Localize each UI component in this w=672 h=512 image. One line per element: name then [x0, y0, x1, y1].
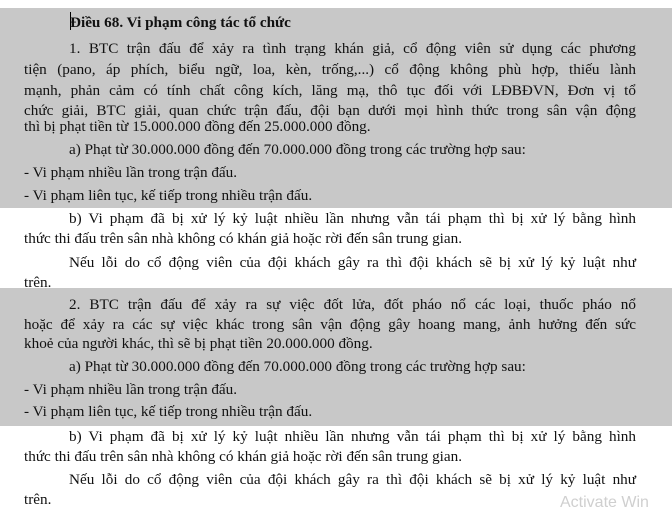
- paragraph-1-line: thì bị phạt tiền từ 15.000.000 đồng đến 25.000.000 đồng.: [24, 118, 371, 135]
- paragraph-1-line: mạnh, phản cảm có tính chất công kích, lăng mạ, thô tục đối với LĐBĐVN, Đơn vị tổ: [24, 82, 636, 99]
- paragraph-2-line: 2. BTC trận đấu để xảy ra sự việc đốt lửa, đốt pháo nổ các loại, thuốc pháo nổ: [69, 296, 636, 313]
- clause-1c-line: trên.: [24, 274, 52, 291]
- clause-2c-line: Nếu lỗi do cổ động viên của đội khách gây ra thì đội khách sẽ bị xử lý kỷ luật như: [69, 471, 636, 488]
- activation-watermark: Activate Win: [560, 494, 649, 511]
- paragraph-2-line: khoẻ của người khác, thì sẽ bị phạt tiền 20.000.000 đồng.: [24, 335, 373, 352]
- clause-1a-item: - Vi phạm nhiều lần trong trận đấu.: [24, 164, 238, 181]
- paragraph-1-line: 1. BTC trận đấu để xảy ra tình trạng khán giả, cổ động viên sử dụng các phương: [69, 40, 636, 57]
- clause-2b-line: b) Vi phạm đã bị xử lý kỷ luật nhiều lần nhưng vẫn tái phạm thì bị xử lý bằng hình: [69, 428, 636, 445]
- clause-1c-line: Nếu lỗi do cổ động viên của đội khách gây ra thì đội khách sẽ bị xử lý kỷ luật như: [69, 254, 636, 271]
- clause-1b-line: thức thi đấu trên sân nhà không có khán giả hoặc rời đến sân trung gian.: [24, 230, 463, 247]
- clause-1a: a) Phạt từ 30.000.000 đồng đến 70.000.000 đồng trong các trường hợp sau:: [69, 141, 526, 158]
- clause-2a-item: - Vi phạm nhiều lần trong trận đấu.: [24, 381, 238, 398]
- clause-2b-line: thức thi đấu trên sân nhà không có khán giả hoặc rời đến sân trung gian.: [24, 448, 463, 465]
- paragraph-1-line: chức giải, BTC giải, quan chức trận đấu, đội bạn dưới mọi hình thức trong sân vận động: [24, 102, 636, 119]
- clause-2a: a) Phạt từ 30.000.000 đồng đến 70.000.000 đồng trong các trường hợp sau:: [69, 358, 526, 375]
- clause-2a-item: - Vi phạm liên tục, kế tiếp trong nhiều trận đấu.: [24, 403, 313, 420]
- paragraph-1-line: tiện (pano, áp phích, biểu ngữ, loa, kèn, trống,...) cổ động không phù hợp, thiếu lành: [24, 61, 636, 78]
- clause-1b-line: b) Vi phạm đã bị xử lý kỷ luật nhiều lần nhưng vẫn tái phạm thì bị xử lý bằng hình: [69, 210, 636, 227]
- clause-1a-item: - Vi phạm liên tục, kế tiếp trong nhiều trận đấu.: [24, 187, 313, 204]
- article-title: Điều 68. Vi phạm công tác tổ chức: [70, 14, 291, 31]
- paragraph-2-line: hoặc để xảy ra các sự việc khác trong sân vận động gây hoang mang, ảnh hưởng đến sức: [24, 316, 636, 333]
- clause-2c-line: trên.: [24, 491, 52, 508]
